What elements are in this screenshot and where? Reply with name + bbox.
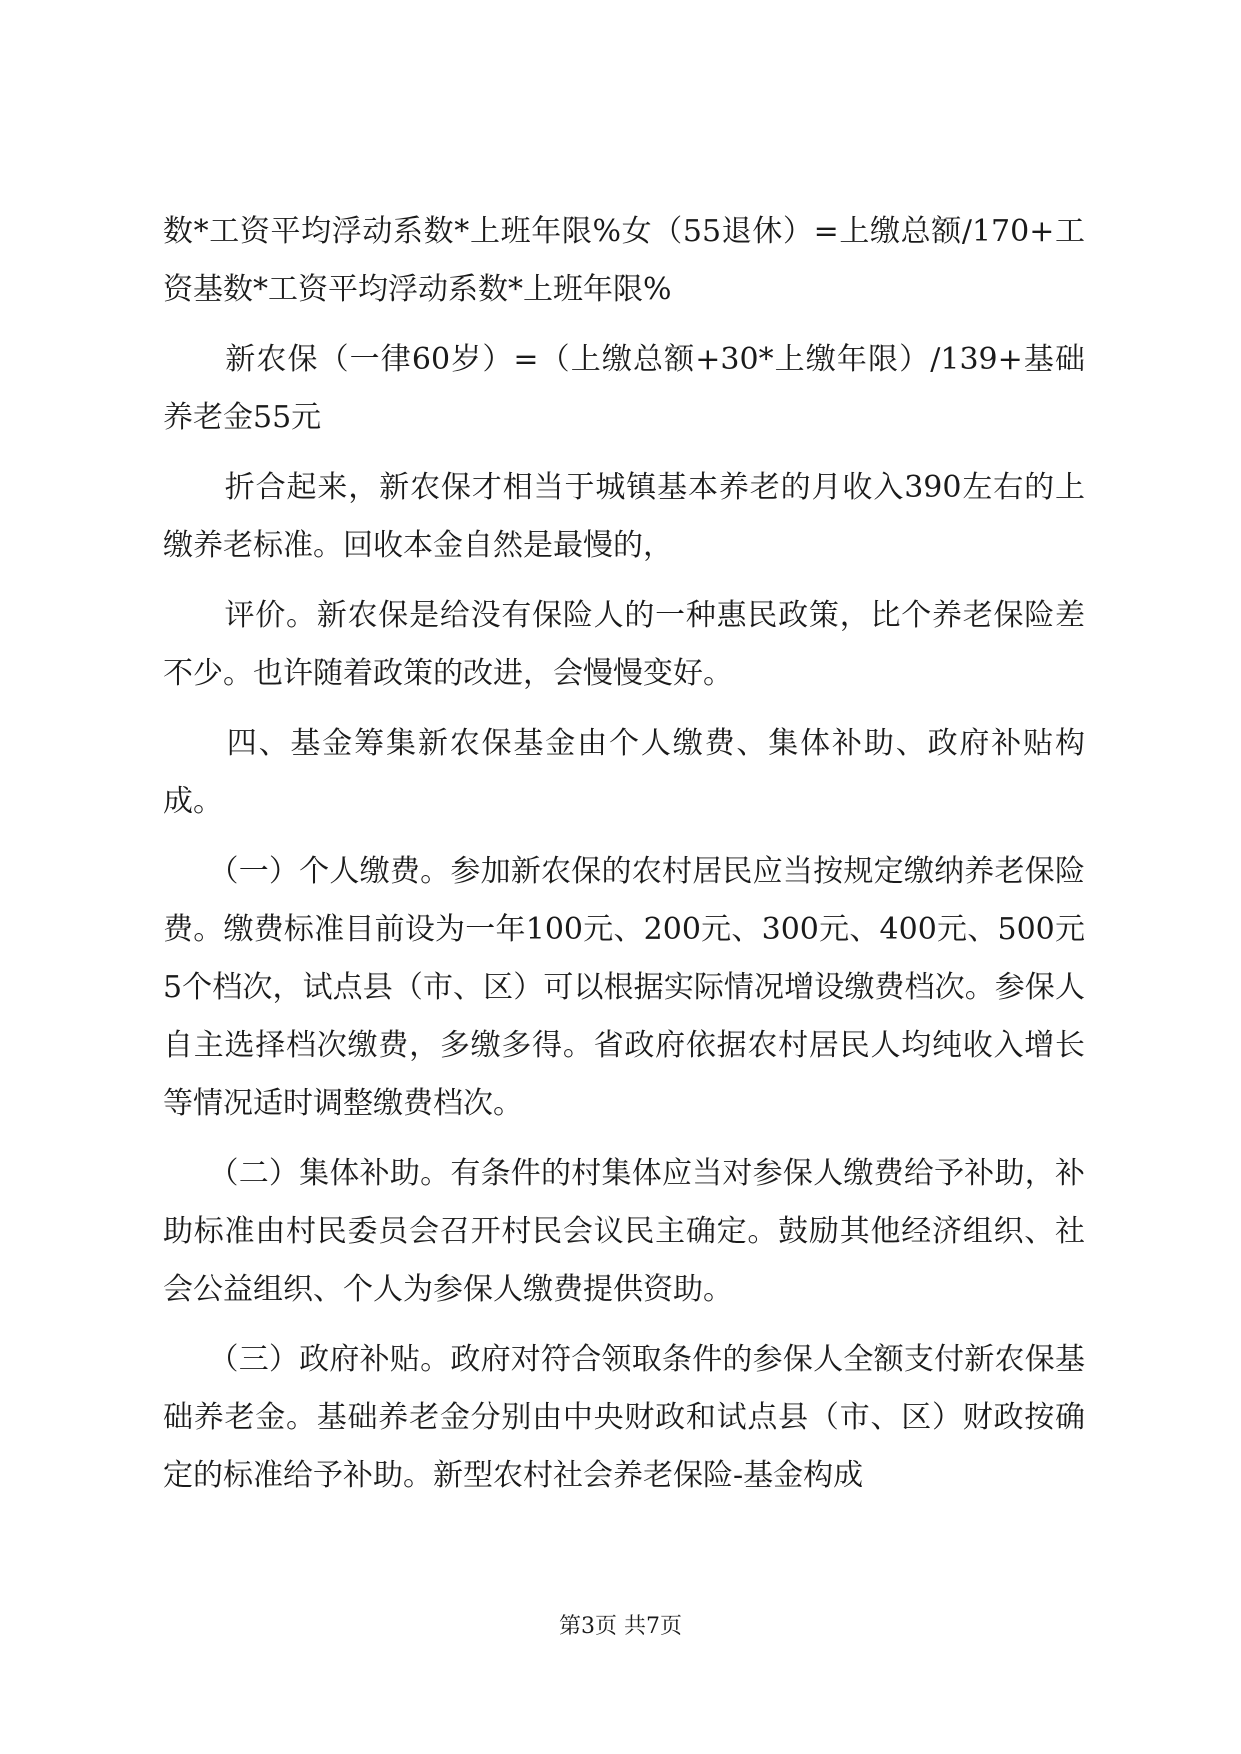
document-body	[163, 203, 1085, 1505]
paragraph-evaluation: 评价。新农保是给没有保险人的一种惠民政策，比个养老保险差不少。也许随着政策的改进，会慢慢变好。	[163, 598, 1085, 691]
paragraph-comparison: 折合起来，新农保才相当于城镇基本养老的月收入390左右的上缴养老标准。回收本金自然是最慢的，	[163, 470, 1085, 563]
paragraph-individual-payment: （一）个人缴费。参加新农保的农村居民应当按规定缴纳养老保险费。缴费标准目前设为一年100元、200元、300元、400元、500元5个档次，试点县（市、区）可以根据实际情况增设缴费档次。参保人自主选择档次缴费，多缴多得。省政府依据农村居民人均纯收入增长等情况适时调整缴费档次。	[163, 854, 1085, 1121]
page-number-footer: 第3页 共7页	[559, 1614, 682, 1639]
paragraph-government-subsidy: （三）政府补贴。政府对符合领取条件的参保人全额支付新农保基础养老金。基础养老金分别由中央财政和试点县（市、区）财政按确定的标准给予补助。新型农村社会养老保险-基金构成	[163, 1342, 1085, 1493]
paragraph-new-rural-formula: 新农保（一律60岁）=（上缴总额+30*上缴年限）/139+基础养老金55元	[163, 342, 1085, 435]
paragraph-section-four: 四、基金筹集新农保基金由个人缴费、集体补助、政府补贴构成。	[163, 726, 1085, 819]
paragraph-formula-pension: 数*工资平均浮动系数*上班年限%女（55退休）=上缴总额/170+工资基数*工资平均浮动系数*上班年限%	[163, 214, 1085, 307]
paragraph-collective-subsidy: （二）集体补助。有条件的村集体应当对参保人缴费给予补助，补助标准由村民委员会召开村民会议民主确定。鼓励其他经济组织、社会公益组织、个人为参保人缴费提供资助。	[163, 1156, 1085, 1307]
